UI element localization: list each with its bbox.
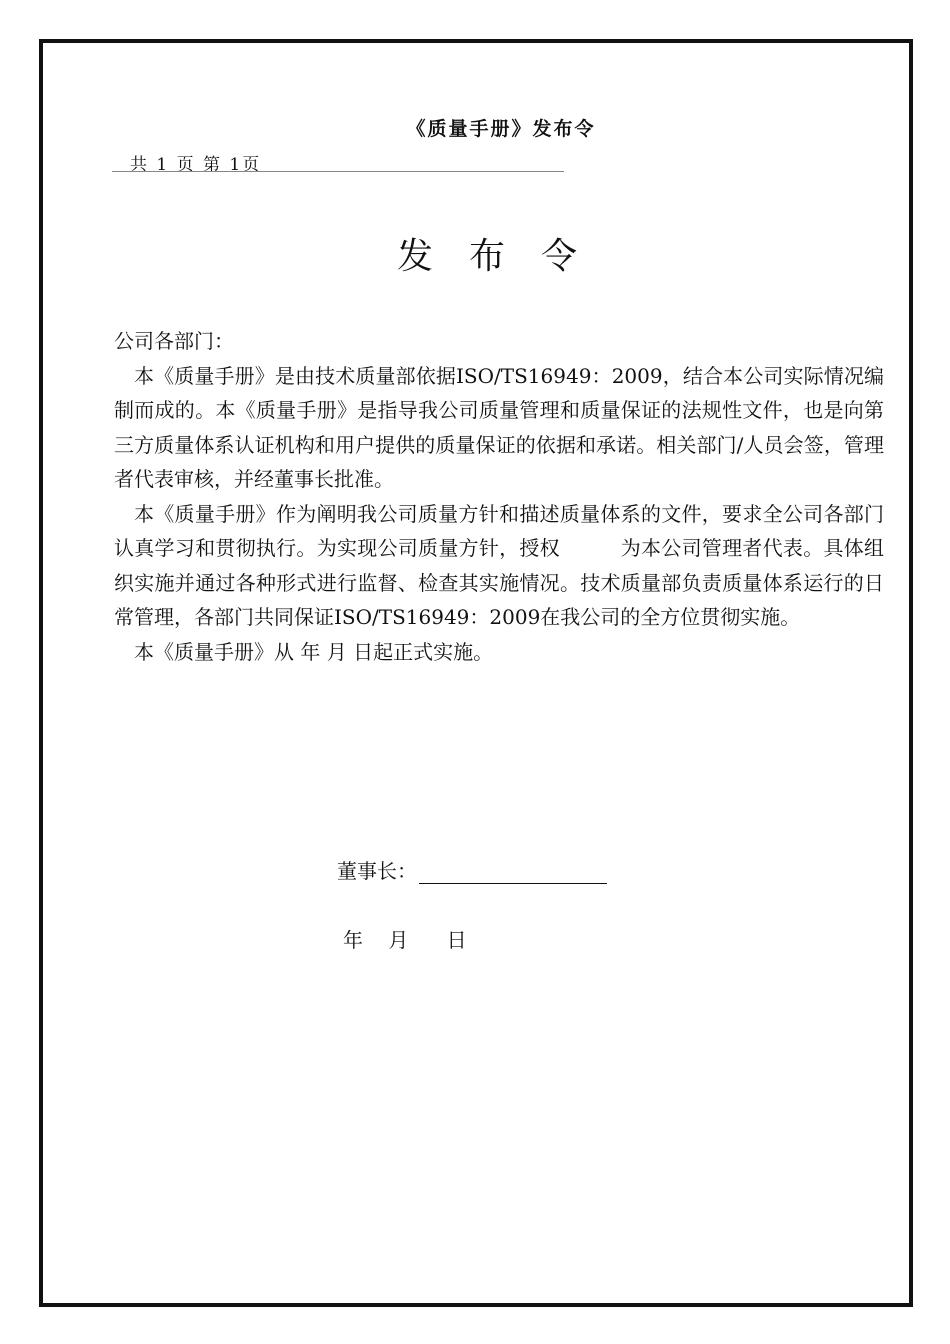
paragraph-1: 本《质量手册》是由技术质量部依据ISO/TS16949：2009，结合本公司实际情况编制而成的。本《质量手册》是指导我公司质量管理和质量保证的法规性文件，也是向第三方质量体系认证机构和用户提供的质量保证的依据和承诺。相关部门/人员会签，管理者代表审核，并经董事长批准。: [114, 363, 884, 491]
main-title: 发 布 令: [396, 236, 577, 277]
document-header-title: 《质量手册》发布令: [406, 118, 596, 140]
chairman-signature: [337, 855, 607, 884]
header-divider: [112, 171, 564, 172]
chairman-label: 董事长：: [337, 859, 417, 883]
page-count: 共 1 页 第 1页: [130, 155, 262, 175]
signature-date: 年 月 日: [343, 928, 467, 952]
signature-blank: [419, 861, 607, 884]
salutation: 公司各部门：: [114, 329, 234, 353]
document-body: [114, 324, 884, 669]
paragraph-3: 本《质量手册》从 年 月 日起正式实施。: [134, 639, 494, 664]
paragraph-2: 本《质量手册》作为阐明我公司质量方针和描述质量体系的文件，要求全公司各部门认真学习和贯彻执行。为实现公司质量方针，授权 为本公司管理者代表。具体组织实施并通过各种形式进行监督、检查其实施情况。技术质量部负责质量体系运行的日常管理，各部门共同保证ISO/TS16949：2009在我公司的全方位贯彻实施。: [114, 501, 884, 629]
